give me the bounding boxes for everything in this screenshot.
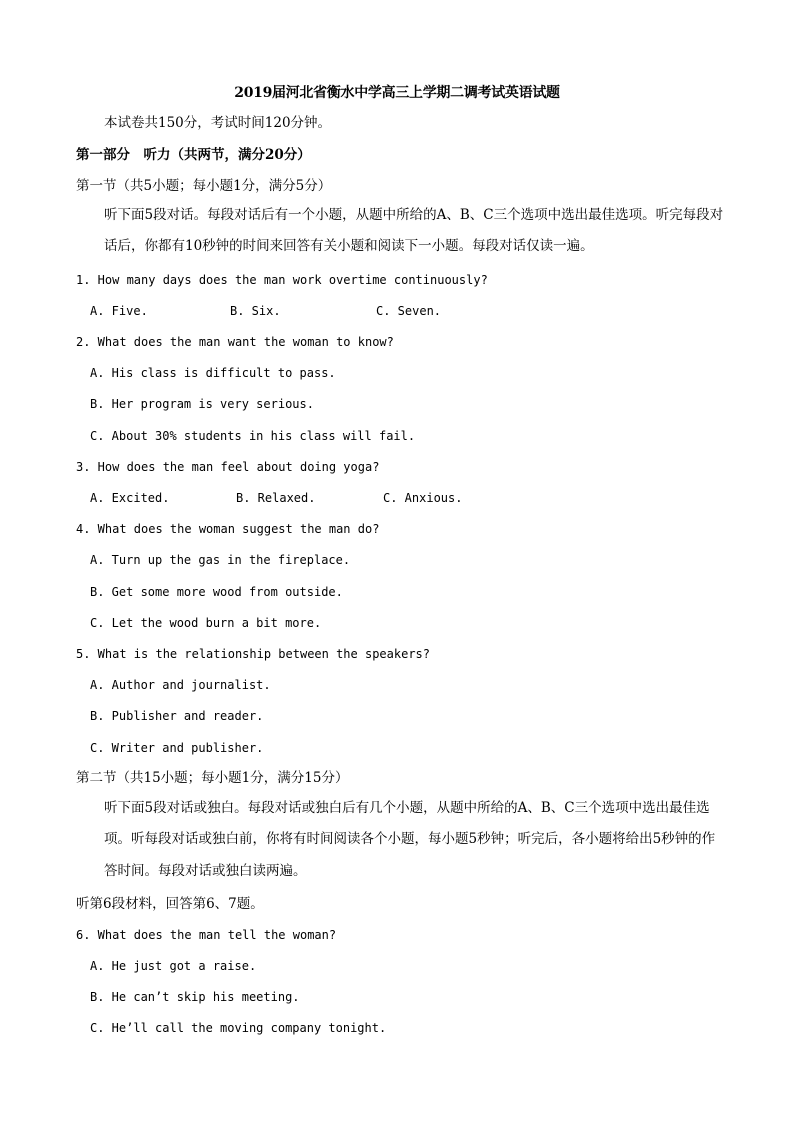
option-c: C. Anxious. [383,491,463,505]
material-6-heading: 听第6段材料，回答第6、7题。 [76,896,264,912]
question-3-options [90,489,462,507]
option-c: C. Seven. [376,304,442,318]
option-a: A. Excited. [90,491,170,505]
question-5-option-a: A. Author and journalist. [90,678,271,692]
question-4-option-a: A. Turn up the gas in the fireplace. [90,553,351,567]
question-6-option-a: A. He just got a raise. [90,959,257,973]
question-6-option-b: B. He can’t skip his meeting. [90,990,300,1004]
section2-instructions-text: 听下面5段对话或独白。每段对话或独白后有几个小题，从题中所给的A、B、C三个选项中选出最佳选项。听每段对话或独白前，你将有时间阅读各个小题，每小题5秒钟；听完后，各小题将给出5秒钟的作答时间。每段对话或独白读两遍。 [104,800,716,879]
section1-instructions-text: 听下面5段对话。每段对话后有一个小题，从题中所给的A、B、C三个选项中选出最佳选项。听完每段对话后，你都有10秒钟的时间来回答有关小题和阅读下一小题。每段对话仅读一遍。 [104,207,724,255]
question-4: 4. What does the woman suggest the man do? [76,522,380,536]
question-4-option-b: B. Get some more wood from outside. [90,585,343,599]
section1-instructions [76,200,726,263]
question-6: 6. What does the man tell the woman? [76,928,337,942]
question-1: 1. How many days does the man work overtime continuously? [76,273,488,287]
exam-title: 2019届河北省衡水中学高三上学期二调考试英语试题 [234,85,560,101]
question-1-options [90,302,441,320]
section2-heading: 第二节（共15小题；每小题1分，满分15分） [76,770,349,786]
question-6-option-c: C. He’ll call the moving company tonight. [90,1021,387,1035]
question-2-option-a: A. His class is difficult to pass. [90,366,336,380]
option-b: B. Six. [230,304,281,318]
section2-instructions [76,793,726,887]
question-2-option-c: C. About 30% students in his class will fail. [90,429,416,443]
section1-heading: 第一节（共5小题；每小题1分，满分5分） [76,178,332,194]
question-5-option-b: B. Publisher and reader. [90,709,264,723]
part1-heading: 第一部分 听力（共两节，满分20分） [76,147,311,163]
question-5-option-c: C. Writer and publisher. [90,741,264,755]
exam-intro: 本试卷共150分，考试时间120分钟。 [104,115,332,131]
option-b: B. Relaxed. [236,491,316,505]
question-5: 5. What is the relationship between the speakers? [76,647,431,661]
question-2-option-b: B. Her program is very serious. [90,397,314,411]
question-3: 3. How does the man feel about doing yoga? [76,460,380,474]
question-2: 2. What does the man want the woman to know? [76,335,394,349]
option-a: A. Five. [90,304,148,318]
question-4-option-c: C. Let the wood burn a bit more. [90,616,322,630]
